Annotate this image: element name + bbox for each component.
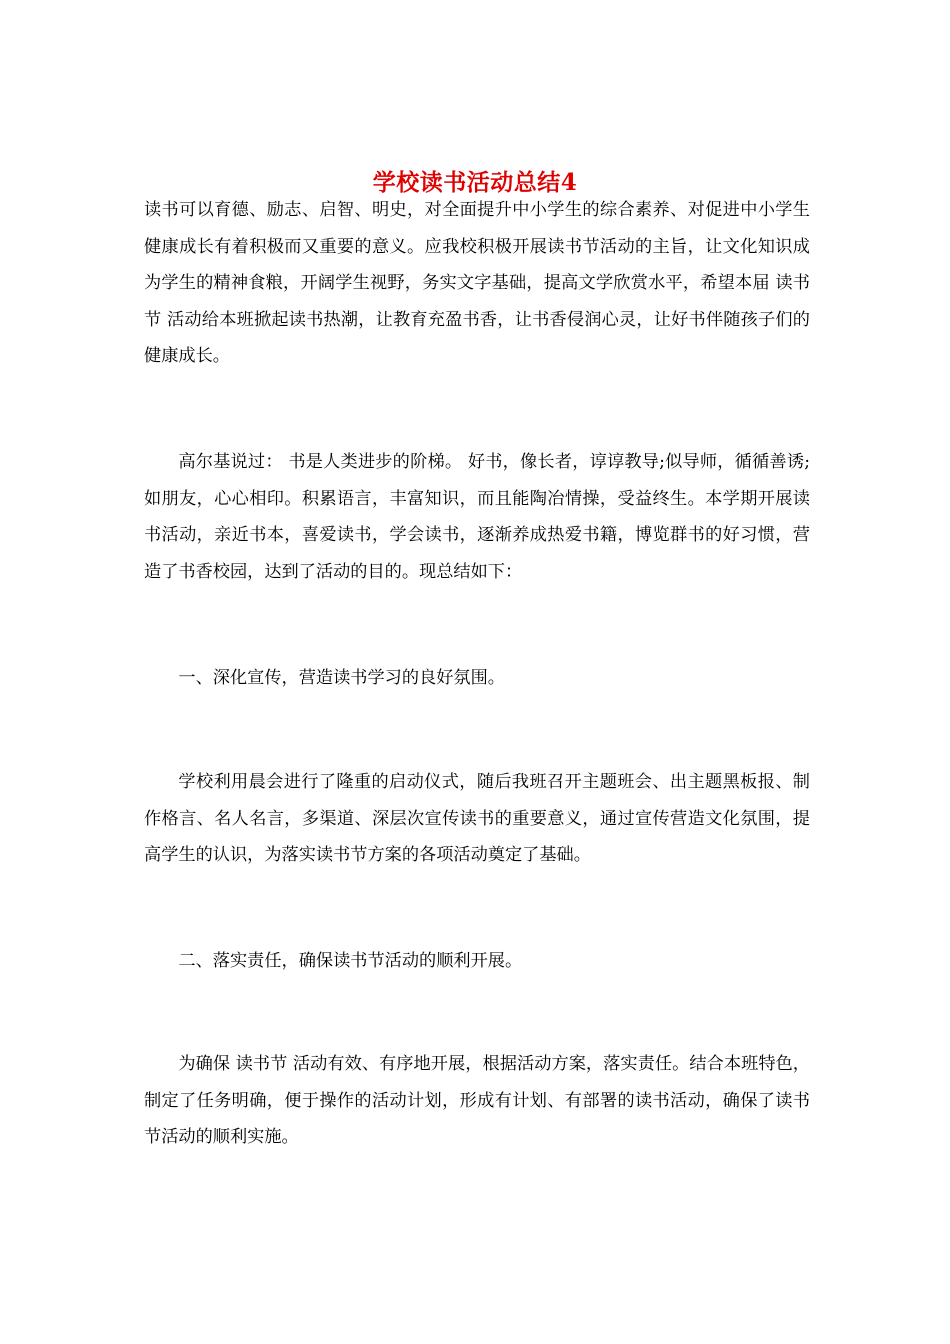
section-2-paragraph: 为确保 读书节 活动有效、有序地开展，根据活动方案，落实责任。结合本班特色，制定了任务明确，便于操作的活动计划，形成有计划、有部署的读书活动，确保了读书节活动的顺利实施。 (144, 1054, 810, 1148)
gorky-quote-paragraph: 高尔基说过： 书是人类进步的阶梯。 好书，像长者，谆谆教导;似导师，循循善诱;如朋友，心心相印。积累语言，丰富知识，而且能陶冶情操，受益终生。本学期开展读书活动，亲近书本，喜爱读书，学会读书，逐渐养成热爱书籍，博览群书的好习惯，营造了书香校园，达到了活动的目的。现总结如下： (144, 452, 810, 582)
section-heading-2: 二、落实责任，确保读书节活动的顺利开展。 (178, 951, 523, 971)
intro-paragraph: 读书可以育德、励志、启智、明史，对全面提升中小学生的综合素养、对促进中小学生健康成长有着积极而又重要的意义。应我校积极开展读书节活动的主旨，让文化知识成为学生的精神食粮，开阔学生视野，务实文字基础，提高文学欣赏水平，希望本届 读书节 活动给本班掀起读书热潮，让教育充盈书香，让书香侵润心灵，让好书伴随孩子们的健康成长。 (144, 200, 810, 367)
section-heading-1: 一、深化宣传，营造读书学习的良好氛围。 (178, 668, 505, 688)
section-1-paragraph: 学校利用晨会进行了隆重的启动仪式，随后我班召开主题班会、出主题黑板报、制作格言、名人名言，多渠道、深层次宣传读书的重要意义，通过宣传营造文化氛围，提高学生的认识，为落实读书节方案的各项活动奠定了基础。 (144, 772, 810, 866)
document-title: 学校读书活动总结4 (372, 169, 578, 197)
